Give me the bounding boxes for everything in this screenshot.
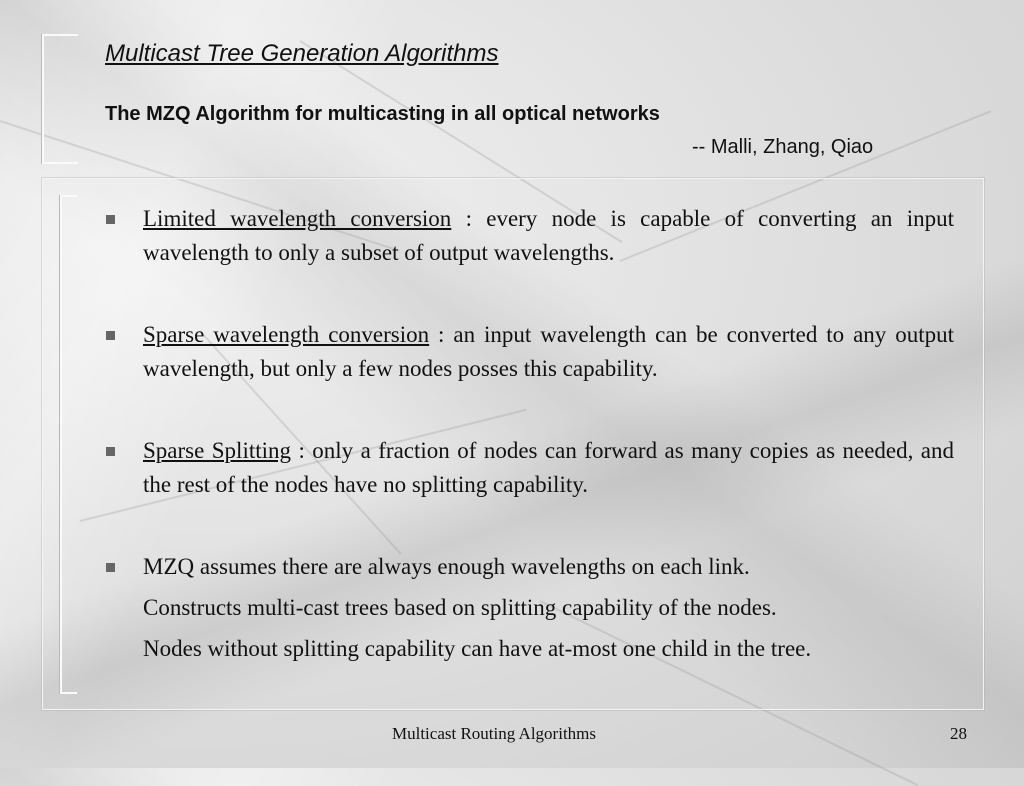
content-bracket-decoration [60, 195, 77, 694]
continuation-paragraph: Constructs multi-cast trees based on splitting capability of the nodes. [143, 595, 777, 620]
square-bullet-icon [106, 563, 115, 572]
continuation-paragraph: Nodes without splitting capability can have at-most one child in the tree. [143, 636, 812, 661]
square-bullet-icon [106, 215, 115, 224]
footer-text: Multicast Routing Algorithms [392, 724, 597, 743]
square-bullet-icon [106, 331, 115, 340]
bullet-text: : every node is capable of converting an input wavelength to only a subset of output wavelengths. [143, 206, 954, 265]
bullet-item [100, 550, 954, 584]
bullet-item [100, 434, 954, 502]
bullet-term: Sparse Splitting [143, 438, 292, 463]
slide-subtitle: The MZQ Algorithm for multicasting in all optical networks [105, 103, 660, 125]
bullet-item [100, 318, 954, 386]
authors-line: -- Malli, Zhang, Qiao [692, 136, 874, 158]
bullet-term: Limited wavelength conversion [143, 206, 452, 231]
square-bullet-icon [106, 447, 115, 456]
bullet-list [100, 202, 954, 673]
bullet-text: : only a fraction of nodes can forward as many copies as needed, and the rest of the nodes have no splitting capability. [143, 438, 955, 497]
slide-title: Multicast Tree Generation Algorithms [105, 40, 499, 67]
bullet-text: MZQ assumes there are always enough wavelengths on each link. [143, 554, 750, 579]
page-number: 28 [950, 724, 967, 743]
bullet-item [100, 202, 954, 270]
bullet-term: Sparse wavelength conversion [143, 322, 430, 347]
title-bracket-decoration [42, 34, 78, 164]
bullet-text: : an input wavelength can be converted to any output wavelength, but only a few nodes posses this capability. [143, 322, 954, 381]
